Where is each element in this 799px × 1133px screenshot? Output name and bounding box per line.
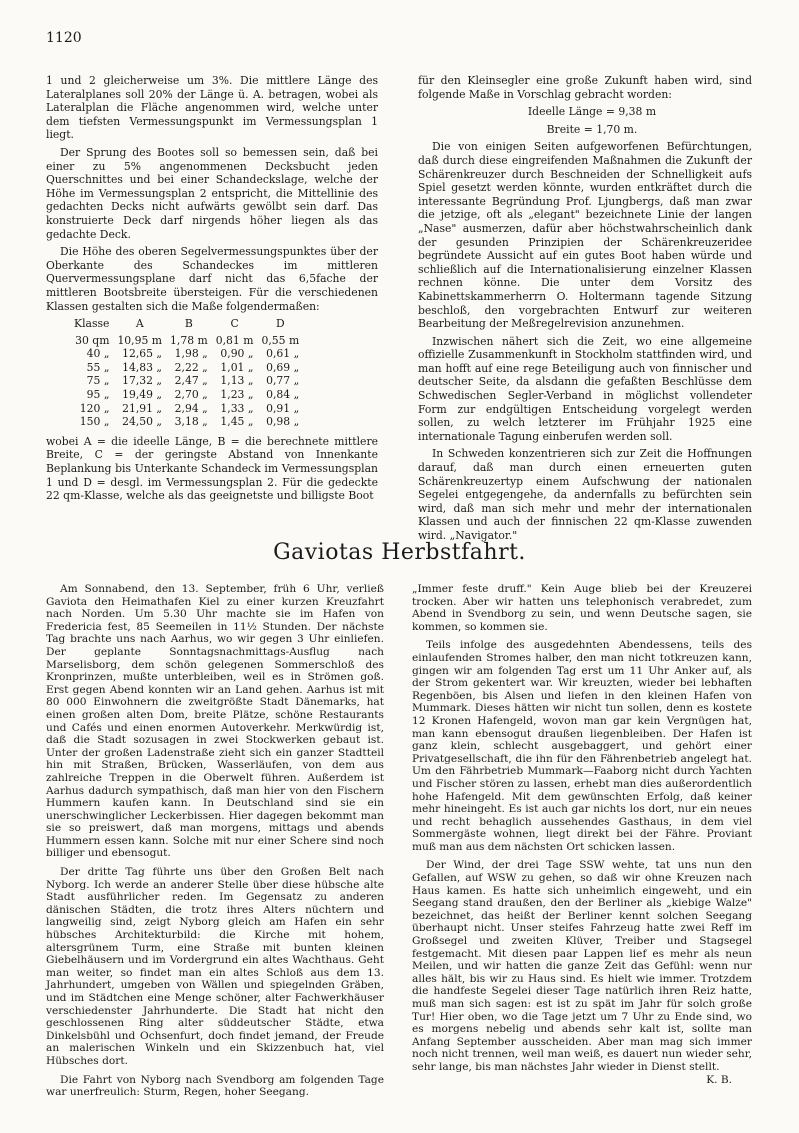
- table-header: B: [184, 317, 193, 331]
- page-number: 1120: [46, 30, 82, 46]
- table-row: [74, 347, 307, 361]
- table-cell: 0,84 „: [266, 388, 300, 402]
- table-row: [74, 374, 307, 388]
- table-cell: 10,95 m: [117, 333, 163, 347]
- table-cell: 3,18 „: [174, 415, 208, 429]
- table-header: A: [135, 317, 144, 331]
- class-dimensions-table: [74, 317, 307, 429]
- paragraph: wobei A = die ideelle Länge, B = die berechnete mittlere Breite, C = der geringste Abstand von Innenkante Beplankung bis Unterkante Schandeck im Vermessungsplan 1 und D = desgl. im Vermessungsplan 2. Für die gedeckte 22 qm-Klasse, welche als das geeignetste und billigste Boot: [46, 434, 378, 503]
- article-title: Gaviotas Herbstfahrt.: [273, 540, 526, 565]
- table-cell: 19,49 „: [122, 388, 163, 402]
- table-cell: 120 „: [79, 401, 110, 415]
- table-cell: 1,33 „: [220, 401, 254, 415]
- paragraph: Teils infolge des ausgedehnten Abendessens, teils des einlaufenden Stromes halber, den man nicht totkreuzen kann, gingen wir am folgenden Tag erst um 11 Uhr Anker auf, als der Strom gekentert war. Wir kreuzten, wieder bei lebhaften Regenböen, bis Alsen und liefen in den kleinen Hafen von Mummark. Dieses hätten wir nicht tun sollen, denn es kostete 12 Kronen Hafengeld, wovon man gar kein Vergnügen hat, man kann ebensogut draußen liegenbleiben. Der Hafen ist ganz klein, schlecht ausgebaggert, und gehört einer Privatgesellschaft, die ihn für den Fährenbetrieb angelegt hat. Um den Fährbetrieb Mummark—Faaborg nicht durch Yachten und Fischer stören zu lassen, erhebt man dies außerordentlich hohe Hafengeld. Mit dem gewünschten Erfolg, daß keiner mehr hineingeht. Es ist auch gar nichts los dort, nur ein neues und recht behaglich aussehendes Gasthaus, in dem viel Sommergäste wohnen, liegt direkt bei der Fähre. Proviant muß man aus dem nächsten Ort schicken lassen.: [412, 639, 752, 853]
- article-left-column: [46, 583, 384, 1105]
- table-cell: 14,83 „: [122, 360, 163, 374]
- paragraph: [412, 859, 752, 1086]
- table-header: D: [275, 317, 285, 331]
- formula-line: Ideelle Länge = 9,38 m: [527, 105, 657, 119]
- table-cell: 0,81 m: [215, 333, 254, 347]
- table-row: [74, 361, 307, 375]
- paragraph: Am Sonnabend, den 13. September, früh 6 Uhr, verließ Gaviota den Heimathafen Kiel zu einer kurzen Kreuzfahrt nach Norden. Um 5.30 Uhr machte sie im Hafen von Fredericia fest, 85 Seemeilen in 11½ Stunden. Der nächste Tag brachte uns nach Aarhus, wo wir gegen 3 Uhr einliefen. Der geplante Sonntagsnachmittags-Ausflug nach Marselisborg, dem schön gelegenen Sommerschloß des Kronprinzen, mußte unterbleiben, weil es in Strömen goß. Erst gegen Abend konnten wir an Land gehen. Aarhus ist mit 80 000 Einwohnern die zweitgrößte Stadt Dänemarks, hat einen großen alten Dom, breite Plätze, schöne Restaurants und Cafés und einen enormen Autoverkehr. Merkwürdig ist, daß die Stadt sozusagen in zwei Stockwerken gebaut ist. Unter der großen Ladenstraße zieht sich ein ganzer Stadtteil hin mit Straßen, Brücken, Wasserläufen, von dem aus zahlreiche Treppen in die Oberwelt führen. Außerdem ist Aarhus dadurch sympathisch, daß man hier von den Fischern Hummern kaufen kann. In Deutschland sind sie ein unerschwinglicher Leckerbissen. Hier dagegen bekommt man sie so preiswert, daß man morgens, mittags und abends Hummern essen kann. Solche mit nur einer Schere sind noch billiger und ebensogut.: [46, 583, 384, 860]
- table-cell: 150 „: [79, 415, 110, 429]
- top-left-column: [46, 74, 378, 507]
- table-cell: 0,77 „: [266, 374, 300, 388]
- formula-line: Breite = 1,70 m.: [546, 122, 638, 136]
- paragraph: „Immer feste druff." Kein Auge blieb bei der Kreuzerei trocken. Aber wir hatten uns telephonisch verabredet, zum Abend in Svendborg zu sein, und wenn Deutsche sagen, sie kommen, so kommen sie.: [412, 583, 752, 633]
- table-cell: 95 „: [86, 388, 110, 402]
- paragraph-text: Der Wind, der drei Tage SSW wehte, tat uns nun den Gefallen, auf WSW zu gehen, so daß wir ohne Kreuzen nach Haus kamen. Es hatte sich unheimlich eingeweht, und ein Seegang stand draußen, den der Berliner als „kiebige Walze" bezeichnet, das heißt der Berliner kennt solchen Seegang überhaupt nicht. Unser steifes Fahrzeug hatte zwei Reff im Großsegel und zweiten Klüver, Treiber und Stagsegel festgemacht. Mit diesen paar Lappen lief es mehr als neun Meilen, und wir hatten die ganze Zeit das Gefühl: wenn nur alles hält, bis wir zu Haus sind. Es hielt wie immer. Trotzdem die handfeste Segelei dieser Tage natürlich ihren Reiz hatte, muß man sich sagen: est ist zu spät im Jahr für solch große Tur! Hier oben, wo die Tage jetzt um 7 Uhr zu Ende sind, wo es morgens nebelig und abends sehr kalt ist, sollte man Anfang September ausscheiden. Aber man mag sich immer noch nicht trennen, weil man weiß, es dauert nun wieder sehr, sehr lange, bis man nächstes Jahr wieder in Dienst stellt.: [412, 859, 752, 1073]
- table-cell: 30 qm: [75, 333, 110, 347]
- table-cell: 0,61 „: [266, 347, 300, 361]
- table-cell: 40 „: [86, 347, 110, 361]
- paragraph: Die Höhe des oberen Segelvermessungspunktes über der Oberkante des Schandeckes im mittleren Quervermessungsplane darf nicht das 6,5fache der mittleren Bootsbreite übersteigen. Für die verschiedenen Klassen gestalten sich die Maße folgendermaßen:: [46, 245, 378, 313]
- table-cell: 2,70 „: [174, 388, 208, 402]
- table-cell: 1,78 m: [170, 333, 208, 347]
- table-cell: 2,47 „: [174, 374, 208, 388]
- table-header: C: [230, 317, 239, 331]
- table-cell: 0,55 m: [261, 333, 300, 347]
- table-cell: 0,69 „: [266, 360, 300, 374]
- table-cell: 0,90 „: [220, 347, 254, 361]
- paragraph: Der dritte Tag führte uns über den Großen Belt nach Nyborg. Ich werde an anderer Stelle über diese hübsche alte Stadt ausführlicher reden. Im Gegensatz zu anderen dänischen Städten, die trotz ihres Alters nüchtern und langweilig sind, zeigt Nyborg gleich am Hafen ein sehr hübsches Architekturbild: die Kirche mit hohem, altersgrünem Turm, eine Straße mit bunten kleinen Giebelhäusern und im Vordergrund ein altes Wachthaus. Geht man weiter, so findet man ein altes Schloß aus dem 13. Jahrhundert, umgeben von Wällen und spiegelnden Gräben, und im Städtchen eine Menge schöner, alter Fachwerkhäuser verschiedenster Jahrhunderte. Die Stadt hat nicht den geschlossenen Ring alter süddeutscher Städte, etwa Dinkelsbühl und Ochsenfurt, doch findet jemand, der Freude an malerischen Winkeln und ein Skizzenbuch hat, viel Hübsches dort.: [46, 866, 384, 1067]
- table-cell: 12,65 „: [122, 347, 163, 361]
- table-cell: 24,50 „: [122, 415, 163, 429]
- paragraph: Die Fahrt von Nyborg nach Svendborg am folgenden Tage war unerfreulich: Sturm, Regen, hoher Seegang.: [46, 1073, 384, 1099]
- table-cell: 1,23 „: [220, 388, 254, 402]
- table-cell: 17,32 „: [122, 374, 163, 388]
- table-cell: 1,45 „: [220, 415, 254, 429]
- paragraph: 1 und 2 gleicherweise um 3%. Die mittlere Länge des Lateralplanes soll 20% der Länge ü. A. betragen, wobei als Lateralplan die Fläche angenommen wird, welche unter dem tiefsten Vermessungspunkt im Vermessungsplan 1 liegt.: [46, 74, 378, 142]
- table-cell: 2,22 „: [174, 360, 208, 374]
- top-right-column: [418, 74, 752, 547]
- table-header: Klasse: [74, 317, 110, 331]
- table-cell: 0,98 „: [266, 415, 300, 429]
- table-cell: 2,94 „: [174, 401, 208, 415]
- table-cell: 55 „: [86, 360, 110, 374]
- paragraph: für den Kleinsegler eine große Zukunft haben wird, sind folgende Maße in Vorschlag gebracht worden:: [418, 74, 752, 101]
- table-row: [74, 334, 307, 348]
- table-cell: 1,98 „: [174, 347, 208, 361]
- table-cell: 75 „: [86, 374, 110, 388]
- table-row: [74, 388, 307, 402]
- table-cell: 0,91 „: [266, 401, 300, 415]
- table-row: [74, 402, 307, 416]
- paragraph: In Schweden konzentrieren sich zur Zeit die Hoffnungen darauf, daß man durch einen erneuerten guten Schärenkreuzertyp einem Aufschwung der nationalen Segelei entgegengehe, da andernfalls zu befürchten sein wird, daß man sich mehr und mehr der internationalen Klassen und auch der finnischen 22 qm-Klasse zuwenden wird. „Navigator.": [418, 447, 752, 542]
- table-header-row: [74, 317, 307, 334]
- author-signature: K. B.: [706, 1073, 732, 1086]
- paragraph: Die von einigen Seiten aufgeworfenen Befürchtungen, daß durch diese eingreifenden Maßnahmen die Zukunft der Schärenkreuzer durch Beschneiden der Schnelligkeit aufs Spiel gesetzt werden könnte, wurden entkräftet durch die interessante Begründung Prof. Ljungbergs, daß man zwar die jetzige, oft als „elegant" bezeichnete Linie der langen „Nase" ausmerzen, dafür aber höchstwahrscheinlich dank der gesunden Prinzipien der Schärenkreuzeridee begründete Aussicht auf ein gutes Boot haben würde und schließlich auf die Internationalisierung einzelner Klassen rechnen könne. Die unter dem Vorsitz des Kabinettskammerherrn O. Holtermann tagende Sitzung beschloß, den vorgebrachten Entwurf zur weiteren Bearbeitung der Meßregelrevision anzunehmen.: [418, 140, 752, 331]
- paragraph: Inzwischen nähert sich die Zeit, wo eine allgemeine offizielle Zusammenkunft in Stockholm stattfinden wird, und man hofft auf eine rege Beteiligung auch von finnischer und deutscher Seite, da alsdann die gefaßten Beschlüsse dem Schwedischen Segler-Verband in möglichst vollendeter Form zur endgültigen Entscheidung vorgelegt werden sollen, zu welch letzterer im Frühjahr 1925 eine internationale Tagung einberufen werden soll.: [418, 334, 752, 443]
- table-row: [74, 415, 307, 429]
- paragraph: Der Sprung des Bootes soll so bemessen sein, daß bei einer zu 5% angenommenen Decksbucht jeden Querschnittes und bei einer Schandeckslage, welche der Höhe im Vermessungsplan 2 entspricht, die Mittellinie des gedachten Decks nicht aufwärts gewölbt sein darf. Das konstruierte Deck darf nirgends höher liegen als das gedachte Deck.: [46, 145, 378, 241]
- table-cell: 1,01 „: [220, 360, 254, 374]
- article-right-column: [412, 583, 752, 1086]
- table-cell: 1,13 „: [220, 374, 254, 388]
- table-cell: 21,91 „: [122, 401, 163, 415]
